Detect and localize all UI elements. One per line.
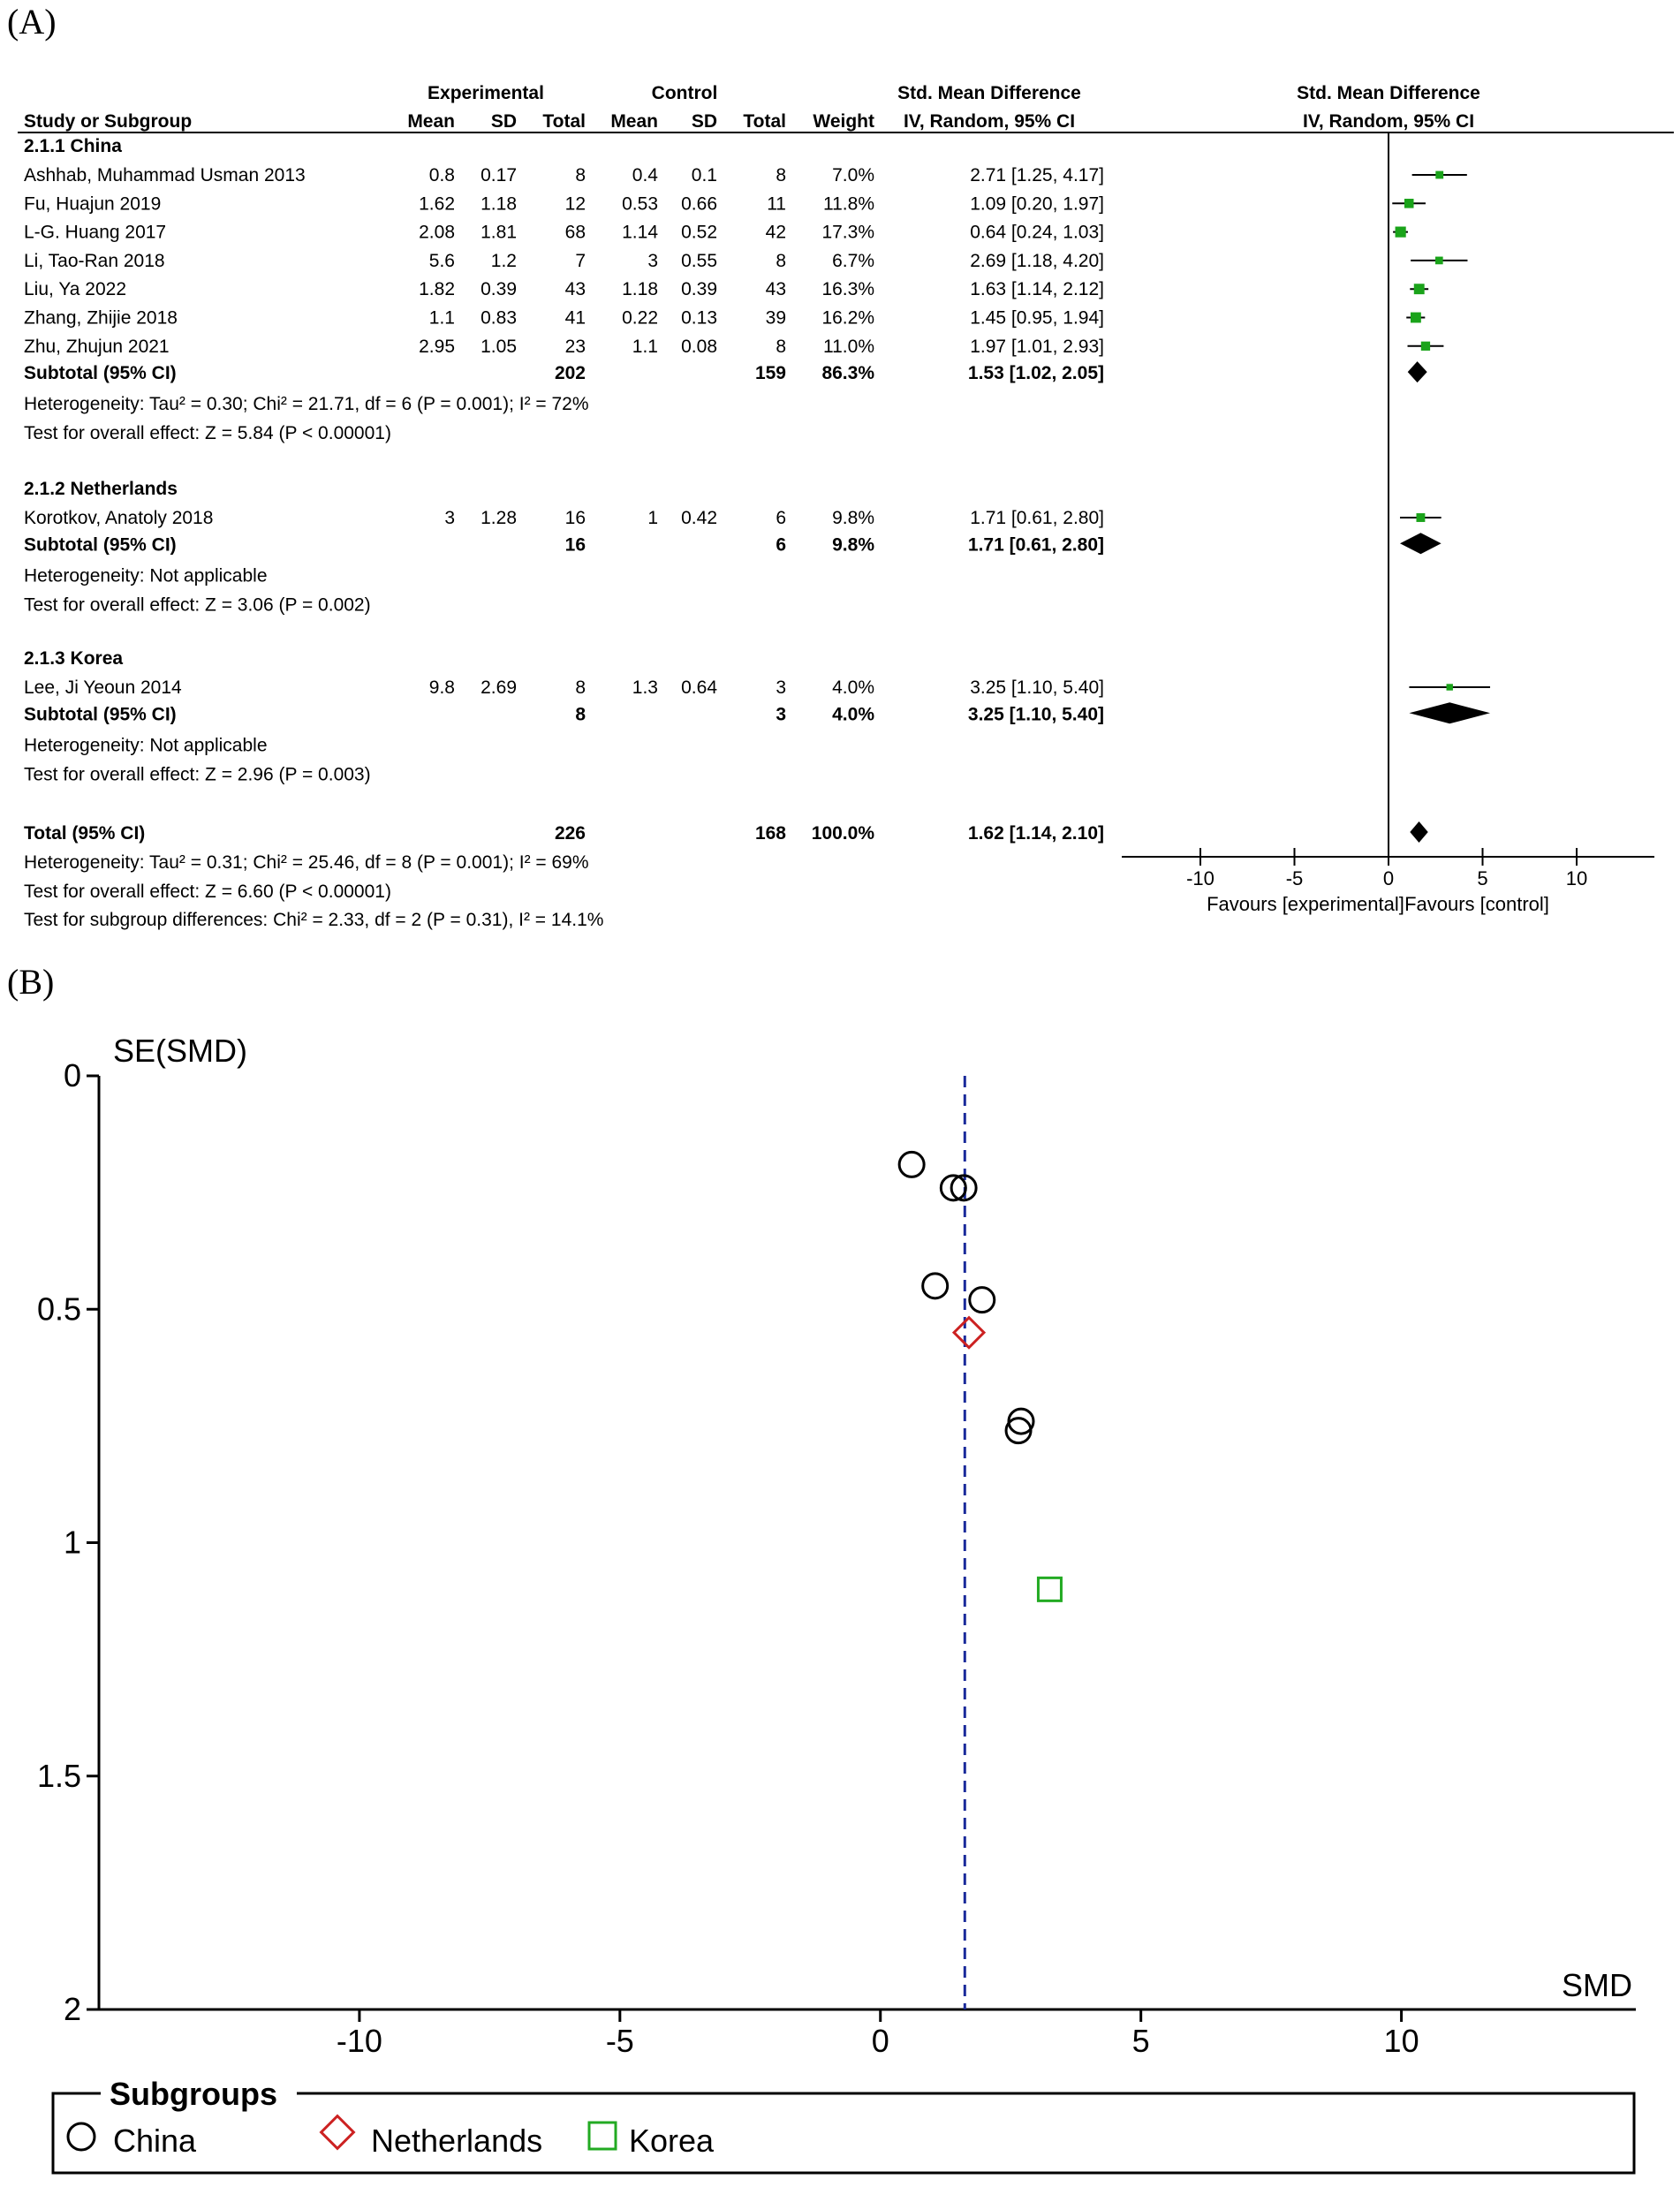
study-weight: 11.0% <box>823 336 874 357</box>
subtotal-c-total: 6 <box>776 534 786 556</box>
subgroup-differences-text: Test for subgroup differences: Chi² = 2.33, df = 2 (P = 0.31), I² = 14.1% <box>24 910 604 930</box>
header-smd-plot: Std. Mean Difference <box>1297 83 1480 103</box>
study-e-sd: 1.18 <box>481 193 517 215</box>
study-e-mean: 5.6 <box>428 250 455 271</box>
study-ci: 1.45 [0.95, 1.94] <box>970 307 1104 329</box>
favours-right: Favours [control] <box>1404 893 1549 915</box>
legend-china-label: China <box>113 2123 197 2159</box>
study-c-mean: 1.14 <box>622 222 658 243</box>
study-e-mean: 1.1 <box>428 307 455 329</box>
header-weight: Weight <box>813 111 874 132</box>
subtotal-c-total: 3 <box>776 704 786 725</box>
subtotal-label: Subtotal (95% CI) <box>24 363 177 384</box>
forest-tick-label: 10 <box>1565 867 1588 889</box>
study-c-sd: 0.64 <box>681 677 717 698</box>
forest-tick-label: -10 <box>1186 867 1215 889</box>
subtotal-diamond <box>1400 533 1442 554</box>
funnel-point-china <box>899 1152 924 1177</box>
study-ci: 1.97 [1.01, 2.93] <box>970 336 1104 357</box>
total-e-total: 226 <box>554 823 586 844</box>
funnel-y-tick-label: 1.5 <box>36 1757 81 1794</box>
study-weight: 6.7% <box>832 250 874 271</box>
study-e-total: 8 <box>575 165 586 185</box>
overall-effect-text: Test for overall effect: Z = 3.06 (P = 0.002) <box>24 594 371 616</box>
study-e-mean: 2.95 <box>419 336 455 357</box>
header-e-total: Total <box>542 111 586 132</box>
funnel-y-tick-label: 1 <box>63 1524 81 1561</box>
legend-netherlands-marker <box>322 2116 354 2149</box>
study-e-sd: 0.17 <box>481 165 517 185</box>
funnel-x-tick-label: 10 <box>1383 2023 1419 2059</box>
subtotal-label: Subtotal (95% CI) <box>24 704 177 725</box>
subtotal-weight: 86.3% <box>821 363 874 384</box>
study-e-total: 41 <box>564 307 586 329</box>
study-e-sd: 1.28 <box>481 508 517 528</box>
study-name: Fu, Huajun 2019 <box>24 193 162 215</box>
study-c-mean: 0.22 <box>622 307 658 329</box>
study-e-total: 16 <box>564 508 586 528</box>
forest-plot <box>0 0 1680 945</box>
study-ci: 1.63 [1.14, 2.12] <box>970 279 1104 300</box>
study-e-total: 23 <box>564 336 586 357</box>
study-c-mean: 1 <box>647 508 658 528</box>
study-weight: 17.3% <box>821 222 874 243</box>
study-marker <box>1435 257 1443 265</box>
forest-tick-label: -5 <box>1285 867 1304 889</box>
study-c-total: 3 <box>776 677 786 698</box>
subtotal-e-total: 8 <box>575 704 586 725</box>
subgroup-title: 2.1.1 China <box>24 136 122 156</box>
header-method: IV, Random, 95% CI <box>903 111 1076 132</box>
panel-a-label: (A) <box>7 2 57 42</box>
funnel-point-china <box>970 1288 995 1313</box>
study-e-mean: 1.82 <box>419 279 455 300</box>
total-overall-effect-text: Test for overall effect: Z = 6.60 (P < 0.00001) <box>24 882 391 902</box>
overall-effect-text: Test for overall effect: Z = 2.96 (P = 0.003) <box>24 764 371 785</box>
study-e-sd: 1.2 <box>490 250 517 271</box>
study-name: Ashhab, Muhammad Usman 2013 <box>24 165 306 185</box>
overall-effect-text: Test for overall effect: Z = 5.84 (P < 0.00001) <box>24 423 391 444</box>
heterogeneity-text: Heterogeneity: Tau² = 0.30; Chi² = 21.71, df = 6 (P = 0.001); I² = 72% <box>24 394 589 415</box>
subtotal-e-total: 202 <box>554 363 586 384</box>
study-e-total: 68 <box>564 222 586 243</box>
funnel-plot-panel <box>0 945 1680 2183</box>
funnel-y-tick-label: 0.5 <box>36 1290 81 1328</box>
study-c-total: 11 <box>767 193 786 215</box>
subtotal-weight: 9.8% <box>832 534 874 556</box>
header-c-mean: Mean <box>610 111 658 132</box>
study-c-total: 8 <box>776 336 786 357</box>
subtotal-ci: 1.71 [0.61, 2.80] <box>967 534 1104 556</box>
study-e-mean: 3 <box>444 508 455 528</box>
heterogeneity-text: Heterogeneity: Not applicable <box>24 565 268 586</box>
study-weight: 16.3% <box>821 279 874 300</box>
study-name: L-G. Huang 2017 <box>24 222 167 243</box>
study-e-mean: 2.08 <box>419 222 455 243</box>
study-weight: 7.0% <box>832 165 874 185</box>
study-marker <box>1404 199 1414 208</box>
total-c-total: 168 <box>754 823 786 844</box>
funnel-x-label: SMD <box>1562 1967 1632 2003</box>
subtotal-diamond <box>1409 702 1490 723</box>
study-c-sd: 0.13 <box>681 307 717 329</box>
study-c-sd: 0.08 <box>681 336 717 357</box>
total-diamond <box>1410 821 1427 843</box>
study-c-total: 6 <box>776 508 786 528</box>
favours-left: Favours [experimental] <box>1207 893 1404 915</box>
header-experimental: Experimental <box>428 83 544 103</box>
study-ci: 0.64 [0.24, 1.03] <box>970 222 1104 243</box>
study-name: Zhu, Zhujun 2021 <box>24 336 170 357</box>
heterogeneity-text: Heterogeneity: Not applicable <box>24 735 268 756</box>
study-c-total: 39 <box>765 307 786 329</box>
panel-b-label: (B) <box>7 962 55 1002</box>
study-c-sd: 0.39 <box>681 279 717 300</box>
study-name: Zhang, Zhijie 2018 <box>24 307 178 329</box>
subtotal-e-total: 16 <box>564 534 586 556</box>
study-e-sd: 1.81 <box>481 222 517 243</box>
forest-tick-label: 5 <box>1477 867 1488 889</box>
study-e-mean: 0.8 <box>428 165 455 185</box>
study-e-sd: 0.83 <box>481 307 517 329</box>
study-c-mean: 1.1 <box>632 336 658 357</box>
header-e-sd: SD <box>490 111 517 132</box>
funnel-x-tick-label: -5 <box>605 2023 634 2059</box>
study-marker <box>1416 513 1425 522</box>
header-study: Study or Subgroup <box>24 111 193 132</box>
total-ci: 1.62 [1.14, 2.10] <box>967 823 1104 844</box>
legend <box>53 2076 1634 2173</box>
study-c-mean: 1.18 <box>622 279 658 300</box>
study-c-sd: 0.52 <box>681 222 717 243</box>
subtotal-label: Subtotal (95% CI) <box>24 534 177 556</box>
funnel-plot <box>0 945 1680 2183</box>
funnel-y-label: SE(SMD) <box>113 1033 247 1069</box>
study-c-mean: 3 <box>647 250 658 271</box>
study-c-sd: 0.66 <box>681 193 717 215</box>
total-weight: 100.0% <box>811 823 874 844</box>
study-e-sd: 1.05 <box>481 336 517 357</box>
study-marker <box>1421 342 1430 351</box>
study-weight: 11.8% <box>823 193 874 215</box>
forest-tick-label: 0 <box>1382 867 1395 889</box>
funnel-x-tick-label: -10 <box>336 2023 382 2059</box>
legend-netherlands-label: Netherlands <box>371 2123 543 2159</box>
study-e-sd: 0.39 <box>481 279 517 300</box>
study-c-sd: 0.1 <box>691 165 717 185</box>
study-e-total: 7 <box>575 250 586 271</box>
funnel-point-china <box>923 1274 948 1298</box>
study-marker <box>1435 171 1443 179</box>
subgroup-title: 2.1.2 Netherlands <box>24 479 178 499</box>
study-name: Liu, Ya 2022 <box>24 279 126 300</box>
study-marker <box>1396 227 1406 238</box>
study-marker <box>1414 284 1425 294</box>
study-e-mean: 1.62 <box>419 193 455 215</box>
legend-korea-marker <box>589 2123 616 2149</box>
header-control: Control <box>651 83 718 103</box>
study-weight: 16.2% <box>821 307 874 329</box>
study-weight: 4.0% <box>832 677 874 698</box>
study-name: Korotkov, Anatoly 2018 <box>24 508 214 528</box>
subtotal-c-total: 159 <box>754 363 786 384</box>
study-ci: 3.25 [1.10, 5.40] <box>970 677 1104 698</box>
subtotal-ci: 3.25 [1.10, 5.40] <box>967 704 1104 725</box>
legend-korea-label: Korea <box>629 2123 715 2159</box>
subgroup-title: 2.1.3 Korea <box>24 648 124 669</box>
study-ci: 2.71 [1.25, 4.17] <box>970 165 1104 185</box>
study-ci: 1.71 [0.61, 2.80] <box>970 508 1104 528</box>
funnel-point-netherlands <box>954 1318 984 1348</box>
study-weight: 9.8% <box>832 508 874 528</box>
study-c-mean: 0.4 <box>632 165 658 185</box>
legend-china-marker <box>68 2123 95 2150</box>
total-heterogeneity-text: Heterogeneity: Tau² = 0.31; Chi² = 25.46, df = 8 (P = 0.001); I² = 69% <box>24 852 589 873</box>
study-name: Li, Tao-Ran 2018 <box>24 250 165 271</box>
funnel-y-tick-label: 0 <box>63 1057 81 1094</box>
study-c-total: 8 <box>776 165 786 185</box>
study-ci: 2.69 [1.18, 4.20] <box>970 250 1104 271</box>
study-e-total: 12 <box>564 193 586 215</box>
study-ci: 1.09 [0.20, 1.97] <box>970 193 1104 215</box>
study-c-total: 8 <box>776 250 786 271</box>
study-e-total: 8 <box>575 677 586 698</box>
forest-plot-panel <box>0 0 1680 945</box>
study-marker <box>1447 684 1453 690</box>
study-c-mean: 0.53 <box>622 193 658 215</box>
funnel-y-tick-label: 2 <box>63 1991 81 2027</box>
subtotal-diamond <box>1408 361 1427 382</box>
study-marker <box>1411 313 1421 323</box>
header-method-plot: IV, Random, 95% CI <box>1302 111 1475 132</box>
legend-title: Subgroups <box>110 2076 277 2112</box>
funnel-point-korea <box>1038 1578 1061 1601</box>
subtotal-ci: 1.53 [1.02, 2.05] <box>967 363 1104 384</box>
total-label: Total (95% CI) <box>24 823 146 844</box>
funnel-x-tick-label: 0 <box>871 2023 889 2059</box>
study-c-mean: 1.3 <box>632 677 658 698</box>
study-e-mean: 9.8 <box>428 677 455 698</box>
header-c-total: Total <box>743 111 786 132</box>
study-c-total: 43 <box>765 279 786 300</box>
funnel-x-tick-label: 5 <box>1131 2023 1150 2059</box>
study-c-sd: 0.55 <box>681 250 717 271</box>
study-name: Lee, Ji Yeoun 2014 <box>24 677 182 698</box>
study-e-sd: 2.69 <box>481 677 517 698</box>
study-c-total: 42 <box>765 222 786 243</box>
study-c-sd: 0.42 <box>681 508 717 528</box>
subtotal-weight: 4.0% <box>832 704 874 725</box>
header-c-sd: SD <box>691 111 717 132</box>
header-e-mean: Mean <box>407 111 455 132</box>
header-smd: Std. Mean Difference <box>897 83 1081 103</box>
study-e-total: 43 <box>564 279 586 300</box>
